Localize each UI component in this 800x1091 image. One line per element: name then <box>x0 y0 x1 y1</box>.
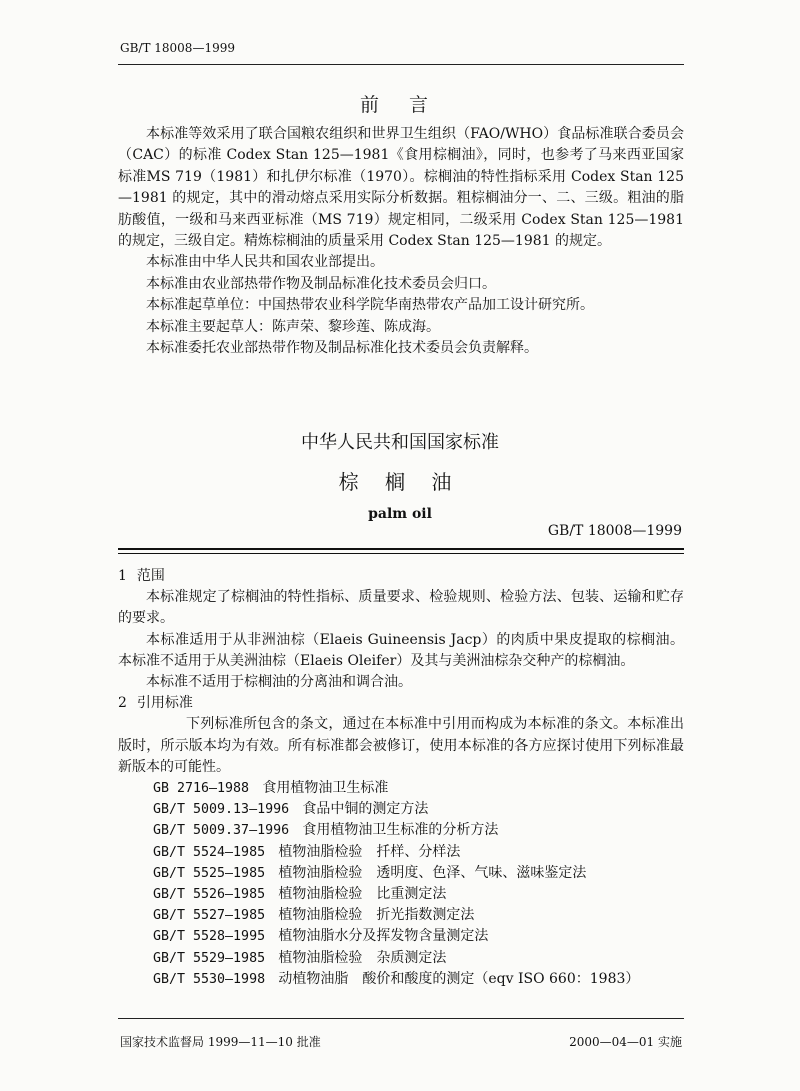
reference-title: 植物油脂检验 杂质测定法 <box>278 949 447 966</box>
reference-item <box>118 799 684 820</box>
foreword-title: 前 言 <box>359 94 441 116</box>
reference-code: GB/T 5530—1998 <box>153 971 266 987</box>
product-title-en: palm oil <box>368 506 432 522</box>
foreword-paragraph: 本标准委托农业部热带作物及制品标准化技术委员会负责解释。 <box>146 340 538 357</box>
section-title: 范围 <box>136 568 165 584</box>
reference-title: 食用植物油卫生标准的分析方法 <box>302 822 499 839</box>
product-title-cn: 棕 榈 油 <box>338 470 462 494</box>
reference-item <box>118 905 684 926</box>
reference-code: GB/T 5527—1985 <box>153 908 266 924</box>
reference-code: GB/T 5528—1995 <box>153 929 266 945</box>
reference-code: GB/T 5009.37—1996 <box>153 823 290 839</box>
reference-code: GB/T 5529—1985 <box>153 950 266 966</box>
reference-item <box>118 842 684 863</box>
section-heading-refs <box>118 693 684 714</box>
refs-intro: 下列标准所包含的条文，通过在本标准中引用而构成为本标准的条文。本标准出版时，所示版本均为有效。所有标准都会被修订，使用本标准的各方应探讨使用下列标准最新版本的可能性。 <box>118 716 684 775</box>
footer-approval: 国家技术监督局 1999—11—10 批准 <box>120 1035 321 1049</box>
scope-paragraph: 本标准规定了棕榈油的特性指标、质量要求、检验规则、检验方法、包装、运输和贮存的要求。 <box>118 589 684 627</box>
reference-item <box>118 863 684 884</box>
scope-paragraph: 本标准不适用于棕榈油的分离油和调合油。 <box>146 674 412 691</box>
reference-title: 动植物油脂 酸价和酸度的测定（eqv ISO 660：1983） <box>278 970 640 987</box>
section-heading-scope <box>118 566 684 587</box>
scope-paragraph: 本标准适用于从非洲油棕（Elaeis Guineensis Jacp）的肉质中果皮提取的棕榈油。本标准不适用于从美洲油棕（Elaeis Oleifer）及其与美洲油棕杂交种产的棕榈油。 <box>118 631 684 669</box>
title-double-rule <box>118 548 684 554</box>
reference-item <box>118 969 684 990</box>
foreword-paragraph: 本标准主要起草人：陈声荣、黎珍莲、陈成海。 <box>146 318 440 335</box>
footer-effective-date: 2000—04—01 实施 <box>569 1035 682 1049</box>
reference-code: GB/T 5009.13—1996 <box>153 802 290 818</box>
foreword-paragraph: 本标准由农业部热带作物及制品标准化技术委员会归口。 <box>146 275 496 292</box>
reference-title: 食品中铜的测定方法 <box>302 801 429 818</box>
foreword-paragraph: 本标准起草单位：中国热带农业科学院华南热带农产品加工设计研究所。 <box>146 297 594 314</box>
reference-item <box>118 948 684 969</box>
foreword-paragraph: 本标准等效采用了联合国粮农组织和世界卫生组织（FAO/WHO）食品标准联合委员会（CAC）的标准 Codex Stan 125—1981《食用棕榈油》，同时，也参考了马来西亚国家标准MS 719（1981）和扎伊尔标准（1970）。棕榈油的特性指标采用 Codex Stan 125—1981 的规定，其中的滑动熔点采用实际分析数据。粗棕榈油分一、二、三级。粗油的脂肪酸值，一级和马来西亚标准（MS 719）规定相同，二级采用 Codex Stan 125—1981 的规定，三级自定。精炼棕榈油的质量采用 Codex Stan 125—1981 的规定。 <box>118 126 684 250</box>
reference-list <box>118 778 684 990</box>
reference-code: GB/T 5526—1985 <box>153 887 266 903</box>
section-title: 引用标准 <box>136 695 193 712</box>
reference-title: 植物油脂检验 扦样、分样法 <box>278 843 461 860</box>
standard-code: GB/T 18008—1999 <box>547 523 682 539</box>
header-standard-code: GB/T 18008—1999 <box>120 41 235 55</box>
section-number: 1 <box>118 568 127 584</box>
reference-item <box>118 778 684 799</box>
header-rule <box>118 64 684 65</box>
foreword-paragraph: 本标准由中华人民共和国农业部提出。 <box>146 254 384 271</box>
reference-code: GB/T 5525—1985 <box>153 865 266 881</box>
national-standard-title: 中华人民共和国国家标准 <box>301 432 499 453</box>
footer-rule <box>118 1018 684 1019</box>
reference-code: GB 2716—1988 <box>153 781 250 797</box>
reference-title: 食用植物油卫生标准 <box>262 780 389 797</box>
standard-body <box>118 566 684 990</box>
section-number: 2 <box>118 695 127 712</box>
reference-item <box>118 820 684 841</box>
reference-item <box>118 884 684 905</box>
reference-code: GB/T 5524—1985 <box>153 844 266 860</box>
reference-title: 植物油脂检验 比重测定法 <box>278 886 447 903</box>
foreword-body <box>118 124 684 359</box>
reference-item <box>118 926 684 947</box>
reference-title: 植物油脂检验 透明度、色泽、气味、滋味鉴定法 <box>278 864 587 881</box>
reference-title: 植物油脂水分及挥发物含量测定法 <box>278 928 489 945</box>
reference-title: 植物油脂检验 折光指数测定法 <box>278 907 475 924</box>
